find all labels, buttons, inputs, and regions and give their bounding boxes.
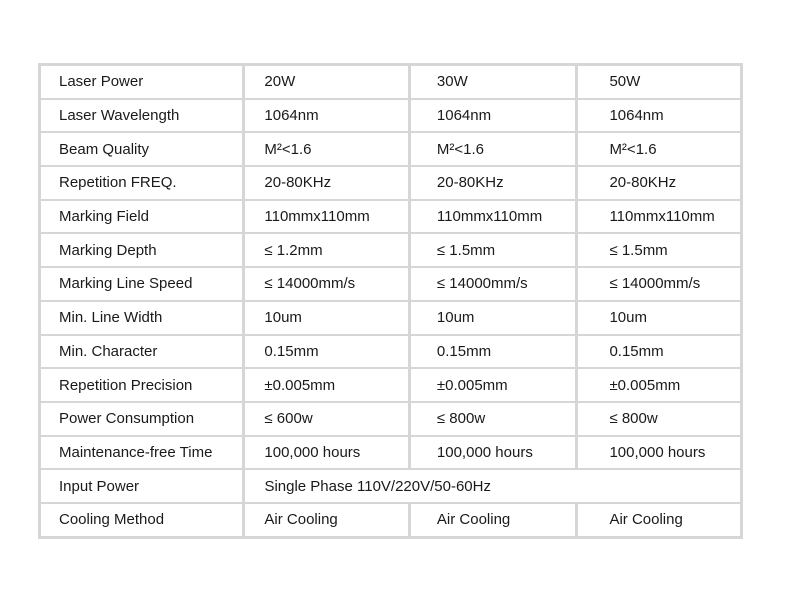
value-50w: 110mmx110mm <box>578 201 740 233</box>
value-20w: 0.15mm <box>245 336 408 368</box>
value-50w: ≤ 14000mm/s <box>578 268 740 300</box>
value-30w: M²<1.6 <box>411 133 576 165</box>
table-row <box>41 336 740 368</box>
row-label: Input Power <box>41 470 242 502</box>
value-30w: 100,000 hours <box>411 437 576 469</box>
value-50w: Air Cooling <box>578 504 740 536</box>
value-30w: 0.15mm <box>411 336 576 368</box>
spec-table <box>38 63 743 539</box>
table-row <box>41 167 740 199</box>
table-row <box>41 504 740 536</box>
row-label: Marking Field <box>41 201 242 233</box>
value-20w: M²<1.6 <box>245 133 408 165</box>
value-50w: 1064nm <box>578 100 740 132</box>
value-20w: ±0.005mm <box>245 369 408 401</box>
value-50w: 20-80KHz <box>578 167 740 199</box>
row-label: Marking Line Speed <box>41 268 242 300</box>
row-label: Marking Depth <box>41 234 242 266</box>
table-row <box>41 268 740 300</box>
value-20w: 100,000 hours <box>245 437 408 469</box>
row-label: Repetition FREQ. <box>41 167 242 199</box>
table-row <box>41 437 740 469</box>
value-30w: ≤ 1.5mm <box>411 234 576 266</box>
value-20w: 20-80KHz <box>245 167 408 199</box>
value-50w: M²<1.6 <box>578 133 740 165</box>
row-label: Beam Quality <box>41 133 242 165</box>
value-20w: 10um <box>245 302 408 334</box>
value-30w: ≤ 800w <box>411 403 576 435</box>
row-label: Laser Wavelength <box>41 100 242 132</box>
value-20w: ≤ 14000mm/s <box>245 268 408 300</box>
value-20w: 20W <box>245 66 408 98</box>
value-20w: ≤ 1.2mm <box>245 234 408 266</box>
value-30w: ≤ 14000mm/s <box>411 268 576 300</box>
table-row <box>41 403 740 435</box>
value-30w: 10um <box>411 302 576 334</box>
value-50w: 10um <box>578 302 740 334</box>
value-30w: Air Cooling <box>411 504 576 536</box>
value-20w: 110mmx110mm <box>245 201 408 233</box>
value-30w: 110mmx110mm <box>411 201 576 233</box>
value-30w: 20-80KHz <box>411 167 576 199</box>
value-50w: ±0.005mm <box>578 369 740 401</box>
value-span: Single Phase 110V/220V/50-60Hz <box>245 470 740 502</box>
row-label: Maintenance-free Time <box>41 437 242 469</box>
value-20w: ≤ 600w <box>245 403 408 435</box>
value-50w: 0.15mm <box>578 336 740 368</box>
value-20w: 1064nm <box>245 100 408 132</box>
value-30w: 1064nm <box>411 100 576 132</box>
table-row <box>41 66 740 98</box>
table-row <box>41 133 740 165</box>
value-50w: 50W <box>578 66 740 98</box>
row-label: Min. Character <box>41 336 242 368</box>
value-30w: 30W <box>411 66 576 98</box>
table-row <box>41 234 740 266</box>
value-20w: Air Cooling <box>245 504 408 536</box>
table-row <box>41 369 740 401</box>
row-label: Repetition Precision <box>41 369 242 401</box>
table-row <box>41 470 740 502</box>
value-50w: ≤ 1.5mm <box>578 234 740 266</box>
row-label: Laser Power <box>41 66 242 98</box>
value-30w: ±0.005mm <box>411 369 576 401</box>
table-row <box>41 302 740 334</box>
table-row <box>41 201 740 233</box>
value-50w: 100,000 hours <box>578 437 740 469</box>
value-50w: ≤ 800w <box>578 403 740 435</box>
row-label: Min. Line Width <box>41 302 242 334</box>
row-label: Power Consumption <box>41 403 242 435</box>
row-label: Cooling Method <box>41 504 242 536</box>
table-row <box>41 100 740 132</box>
